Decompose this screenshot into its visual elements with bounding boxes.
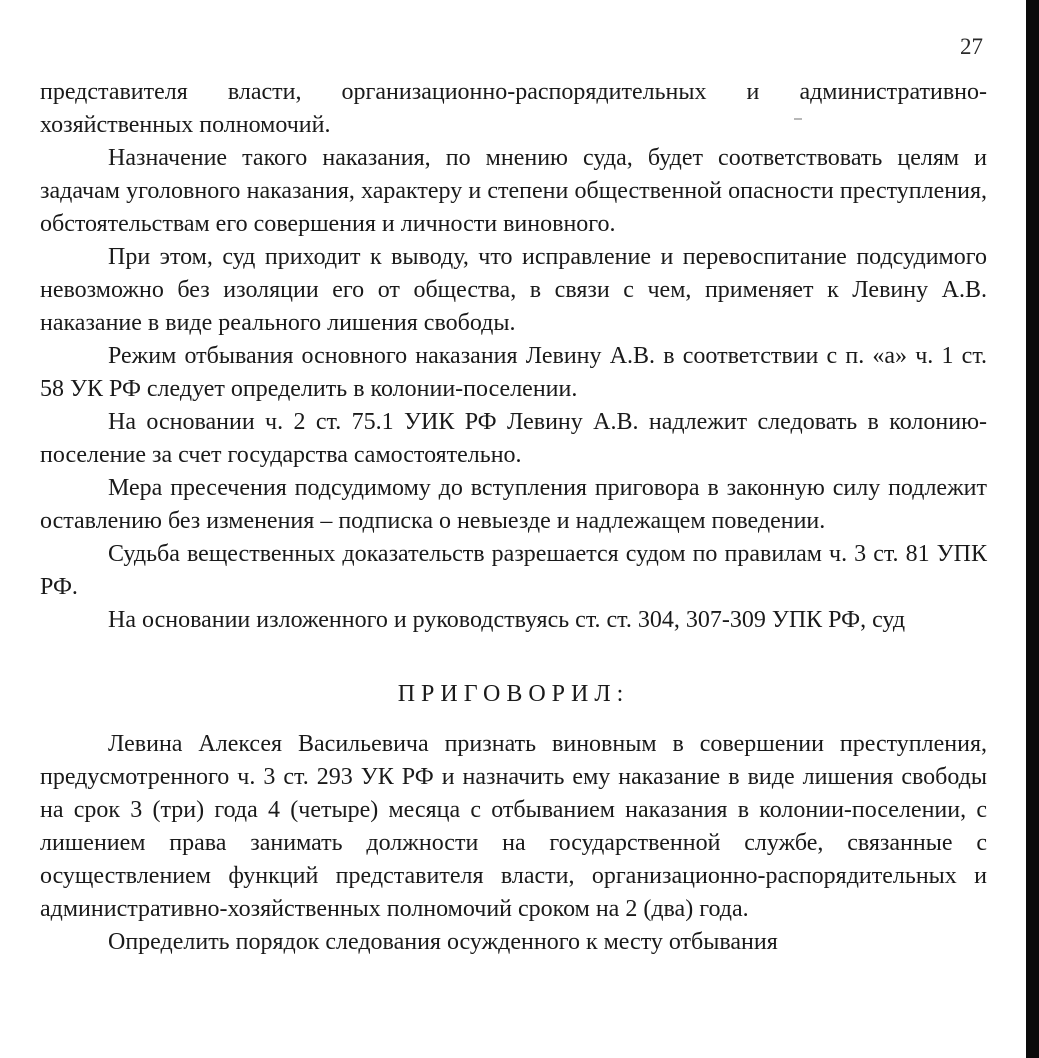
page-number: 27 [960,34,983,59]
document-body [40,76,987,959]
paragraph-travel: На основании ч. 2 ст. 75.1 УИК РФ Левину А.В. надлежит следовать в колонию-поселение за счет государства самостоятельно. [40,409,987,468]
paragraph-evidence: Судьба вещественных доказательств разрешается судом по правилам ч. 3 ст. 81 УПК РФ. [40,541,987,600]
paragraph-preventive-measure: Мера пресечения подсудимому до вступления приговора в законную силу подлежит оставлению без изменения – подписка о невыезде и надлежащем поведении. [40,475,987,534]
paragraph-continuation: представителя власти, организационно-распорядительных и административно-хозяйственных полномочий. [40,79,987,138]
paragraph-punishment-purpose: Назначение такого наказания, по мнению суда, будет соответствовать целям и задачам уголовного наказания, характеру и степени общественной опасности преступления, обстоятельствам его совершения и личности виновного. [40,145,987,237]
paragraph-basis: На основании изложенного и руководствуясь ст. ст. 304, 307-309 УПК РФ, суд [108,607,906,633]
paragraph-sentence: Левина Алексея Васильевича признать виновным в совершении преступления, предусмотренного ч. 3 ст. 293 УК РФ и назначить ему наказание в виде лишения свободы на срок 3 (три) года 4 (четыре) месяца с отбыванием наказания в колонии-поселении, с лишением права занимать должности на государственной службе, связанные с осуществлением функций представителя власти, организационно-распорядительных и административно-хозяйственных полномочий сроком на 2 (два) года. [40,731,987,922]
verdict-heading: ПРИГОВОРИЛ: [397,681,630,707]
paragraph-order: Определить порядок следования осужденного к месту отбывания [108,929,778,955]
scan-border [1026,0,1039,1058]
paragraph-isolation: При этом, суд приходит к выводу, что исправление и перевоспитание подсудимого невозможно без изоляции его от общества, в связи с чем, применяет к Левину А.В. наказание в виде реального лишения свободы. [40,244,987,336]
paragraph-regime: Режим отбывания основного наказания Левину А.В. в соответствии с п. «а» ч. 1 ст. 58 УК РФ следует определить в колонии-поселении. [40,343,987,402]
